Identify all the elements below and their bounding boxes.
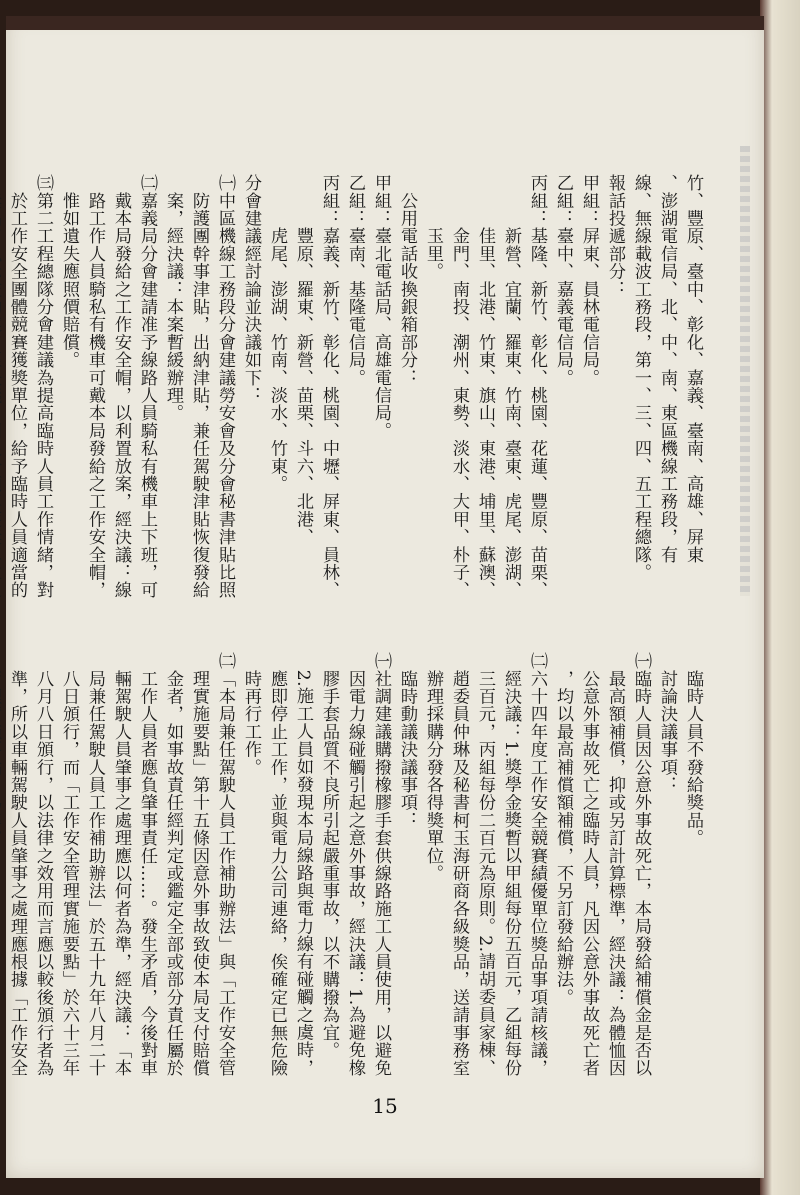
text-column: 豐原、羅東、新營、苗栗、斗六、北港、 bbox=[293, 174, 313, 546]
text-column: 臨時人員不發給獎品。 bbox=[683, 652, 703, 847]
text-column: ㈡六十四年度工作安全競賽績優單位獎品事項請核議， bbox=[527, 652, 547, 1077]
text-column: 趙委員仲琳及秘書柯玉海研商各級獎品，送請事務室 bbox=[449, 652, 469, 1077]
text-column: 八日頒行，而「工作安全管理實施要點」於六十三年 bbox=[59, 652, 79, 1077]
text-column: ㈠臨時人員因公意外事故死亡，本局發給補償金是否以 bbox=[631, 652, 651, 1077]
text-column: ㈠中區機線工務段分會建議勞安會及分會秘書津貼比照 bbox=[215, 174, 235, 599]
text-column: 最高額補償，抑或另訂計算標準，經決議：為體恤因 bbox=[605, 652, 625, 1077]
text-column: 金門、南投、潮州、東勢、淡水、大甲、朴子、 bbox=[449, 174, 469, 599]
text-column: 新營、宜蘭、羅東、竹南、臺東、虎尾、澎湖、 bbox=[501, 174, 521, 599]
book-edge bbox=[760, 0, 800, 1195]
text-column: 惟如遺失應照價賠償。 bbox=[59, 174, 79, 369]
text-column: ㈠社調建議購撥橡膠手套供線路施工人員使用，以避免 bbox=[371, 652, 391, 1077]
page-edge-shadow bbox=[740, 146, 750, 596]
text-column: 2.施工人員如發現本局線路與電力線有碰觸之虞時， bbox=[293, 652, 313, 1077]
text-column: 、澎湖電信局、北、中、南、東區機線工務段，有 bbox=[657, 174, 677, 564]
text-column: 戴本局發給之工作安全帽，以利置放案，經決議：線 bbox=[111, 174, 131, 599]
text-column: 路工作人員騎私有機車可戴本局發給之工作安全帽， bbox=[85, 174, 105, 599]
text-column: 甲組：臺北電話局、高雄電信局。 bbox=[371, 174, 391, 440]
text-column: 丙組：嘉義、新竹、彰化、桃園、中壢、屏東、員林、 bbox=[319, 174, 339, 599]
text-column: 時再行工作。 bbox=[241, 652, 261, 776]
document-page bbox=[6, 16, 764, 1178]
text-column: 分會建議經討論並決議如下： bbox=[241, 174, 261, 405]
text-column: ㈢第二工程總隊分會建議為提高臨時人員工作情緒，對 bbox=[33, 174, 53, 599]
text-column: 公意外事故死亡之臨時人員，凡因公意外事故死亡者 bbox=[579, 652, 599, 1077]
top-text-block bbox=[0, 174, 706, 634]
text-column: 竹、豐原、臺中、彰化、嘉義、臺南、高雄、屏東 bbox=[683, 174, 703, 564]
text-column: 佳里、北港、竹東、旗山、東港、埔里、蘇澳、 bbox=[475, 174, 495, 599]
text-column: 因電力線碰觸引起之意外事故，經決議：1.為避免橡 bbox=[345, 652, 365, 1077]
text-column: 討論決議事項： bbox=[657, 652, 677, 794]
text-column: 甲組：屏東、員林電信局。 bbox=[579, 174, 599, 387]
text-column: 乙組：臺中、嘉義電信局。 bbox=[553, 174, 573, 387]
text-column: 臨時動議決議事項： bbox=[397, 652, 417, 829]
bottom-text-block bbox=[0, 652, 706, 1112]
text-column: 工作人員者應負肇事責任……。發生矛盾，今後對車 bbox=[137, 652, 157, 1077]
text-column: 三百元，丙組每份二百元為原則。2.請胡委員家棟、 bbox=[475, 652, 495, 1077]
text-column: 應即停止工作，並與電力公司連絡，俟確定已無危險 bbox=[267, 652, 287, 1077]
text-column: 報話投遞部分： bbox=[605, 174, 625, 298]
text-column: 公用電話收換銀箱部分： bbox=[397, 174, 417, 387]
text-column: 輛駕駛人員肇事之處理應以何者為準，經決議：「本 bbox=[111, 652, 131, 1077]
text-column: 八月八日頒行，以法律之效用而言應以較後頒行者為 bbox=[33, 652, 53, 1077]
text-column: 虎尾、澎湖、竹南、淡水、竹東。 bbox=[267, 174, 287, 493]
text-column: 丙組：基隆、新竹、彰化、桃園、花蓮、豐原、苗栗、 bbox=[527, 174, 547, 599]
text-column: 乙組：臺南、基隆電信局。 bbox=[345, 174, 365, 387]
text-column: 局兼任駕駛人員工作補助辦法」於五十九年八月二十 bbox=[85, 652, 105, 1077]
text-column: 於工作安全團體競賽獲獎單位，給予臨時人員適當的 bbox=[7, 174, 27, 599]
text-column: 線、無線載波工務段，第一、三、四、五工程總隊。 bbox=[631, 174, 651, 582]
text-column: 準，所以車輛駕駛人員肇事之處理應根據「工作安全 bbox=[7, 652, 27, 1077]
text-column: 經決議：1.獎學金獎暫以甲組每份五百元，乙組每份 bbox=[501, 652, 521, 1077]
text-column: 膠手套品質不良所引起嚴重事故，以不購撥為宜。 bbox=[319, 652, 339, 1060]
text-column: 防護團幹事津貼，出納津貼，兼任駕駛津貼恢復發給 bbox=[189, 174, 209, 599]
text-column: 辦理採購分發各得獎單位。 bbox=[423, 652, 443, 883]
page-number: 15 bbox=[372, 1094, 398, 1118]
text-column: ㈡「本局兼任駕駛人員工作補助辦法」與「工作安全管 bbox=[215, 652, 235, 1077]
book-binding-strip bbox=[6, 16, 764, 30]
text-column: ㈡嘉義局分會建請准予線路人員騎私有機車上下班，可 bbox=[137, 174, 157, 599]
text-column: ，均以最高補償額補償，不另訂發給辦法。 bbox=[553, 652, 573, 1006]
text-column: 案，經決議：本案暫緩辦理。 bbox=[163, 174, 183, 422]
text-column: 玉里。 bbox=[423, 174, 443, 281]
text-column: 金者，如事故責任經判定或鑑定全部或部分責任屬於 bbox=[163, 652, 183, 1077]
text-column: 理實施要點」第十五條因意外事故致使本局支付賠償 bbox=[189, 652, 209, 1077]
